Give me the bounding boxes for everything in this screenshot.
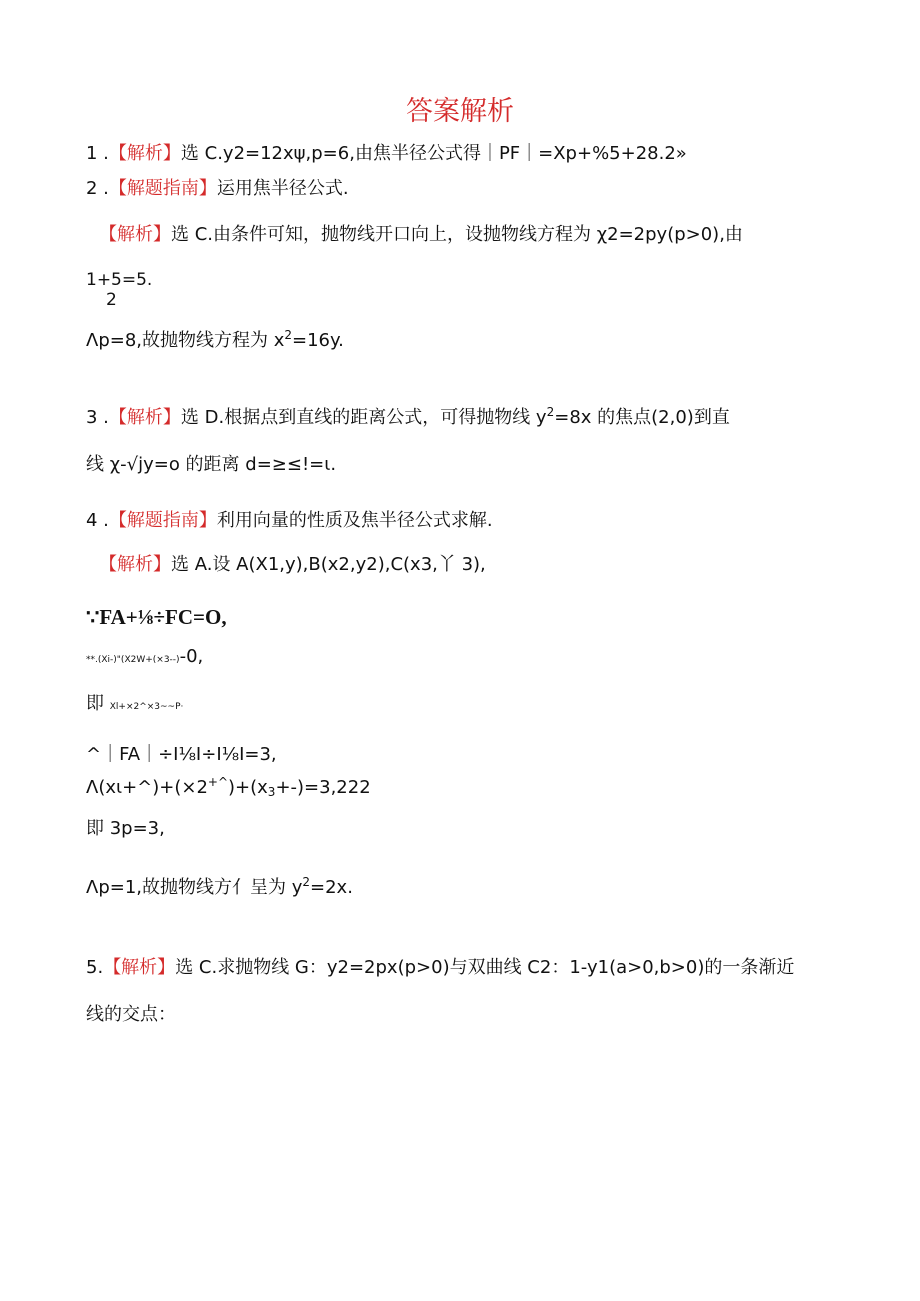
answer-4-guide-text: 利用向量的性质及焦半径公式求解. [216, 510, 493, 531]
analysis-tag: 【解析】 [99, 224, 171, 245]
formula-part: Λ(xι+^)+(×2 [86, 777, 208, 798]
subscript: 3 [267, 785, 276, 799]
answer-4-analysis [99, 553, 486, 577]
answer-4-number: 4 . [86, 510, 109, 531]
answer-5-number: 5. [86, 957, 104, 978]
superscript: 2 [546, 405, 555, 419]
conclusion-text-end: =2x. [310, 877, 353, 898]
answer-5-text: 选 C.求抛物线 G：y2=2px(p>0)与双曲线 C2：1-y1(a>0,b>0)的一条渐近 [175, 957, 795, 978]
conclusion-text-end: =16y. [292, 330, 344, 351]
superscript: +^ [207, 775, 229, 789]
formula-tail: -0, [179, 646, 204, 667]
formula-part: )+(x [228, 777, 268, 798]
analysis-tag: 【解析】 [108, 143, 181, 164]
formula-part: +-)=3,222 [275, 777, 371, 798]
guide-tag: 【解题指南】 [108, 178, 217, 199]
answer-3-text-end: =8x 的焦点(2,0)到直 [554, 407, 730, 428]
answer-2-guide [86, 177, 349, 201]
answer-2-fraction-denominator: 2 [106, 290, 117, 310]
garbled-formula: Xl+×2^×3~~P· [109, 702, 184, 712]
analysis-tag: 【解析】 [99, 554, 171, 575]
conclusion-text: Λp=8,故抛物线方程为 x [86, 330, 285, 351]
answer-3-number: 3 . [86, 407, 109, 428]
answer-4-guide [86, 509, 493, 533]
answer-2-fraction-line: 1+5=5. [86, 270, 153, 290]
ji-word: 即 [86, 693, 104, 714]
superscript: 2 [302, 875, 311, 889]
answer-4-step-3: ^｜FA｜÷I⅛I÷I⅛I=3, [86, 744, 277, 765]
answer-2-conclusion [86, 329, 344, 353]
answer-3 [86, 406, 730, 430]
garbled-formula: **.(Xi-)"(X2W+(×3--) [86, 655, 180, 665]
answer-4-vector-equation: ∵FA+⅛÷FC=O, [86, 605, 227, 629]
answer-3-text: 选 D.根据点到直线的距离公式，可得抛物线 y [180, 407, 547, 428]
answer-2-guide-text: 运用焦半径公式. [216, 178, 349, 199]
answer-3-line-2: 线 χ-√jy=o 的距离 d=≥≤!=ι. [86, 454, 337, 475]
answer-2-text: 选 C.由条件可知，抛物线开口向上，设抛物线方程为 χ2=2py(p>0),由 [171, 224, 743, 245]
guide-tag: 【解题指南】 [108, 510, 217, 531]
answer-4-step-5: 即 3p=3, [86, 818, 165, 839]
answer-1 [86, 142, 687, 166]
answer-2-analysis [99, 223, 743, 247]
page-title: 答案解析 [406, 96, 514, 127]
answer-4-step-4 [86, 776, 371, 800]
superscript: 2 [284, 328, 293, 342]
answer-5-line-2: 线的交点： [86, 1004, 176, 1025]
answer-2-number: 2 . [86, 178, 109, 199]
answer-4-text: 选 A.设 A(X1,y),B(x2,y2),C(x3,丫 3), [171, 554, 486, 575]
answer-5 [86, 956, 794, 980]
answer-4-step-1 [86, 645, 203, 672]
answer-4-conclusion [86, 876, 353, 900]
conclusion-text: Λp=1,故抛物线方亻呈为 y [86, 877, 303, 898]
analysis-tag: 【解析】 [103, 957, 176, 978]
analysis-tag: 【解析】 [108, 407, 181, 428]
answer-4-step-2 [86, 692, 183, 719]
answer-1-number: 1 . [86, 143, 109, 164]
answer-1-text: 选 C.y2=12xψ,p=6,由焦半径公式得｜PF｜=Xp+%5+28.2» [180, 143, 687, 164]
